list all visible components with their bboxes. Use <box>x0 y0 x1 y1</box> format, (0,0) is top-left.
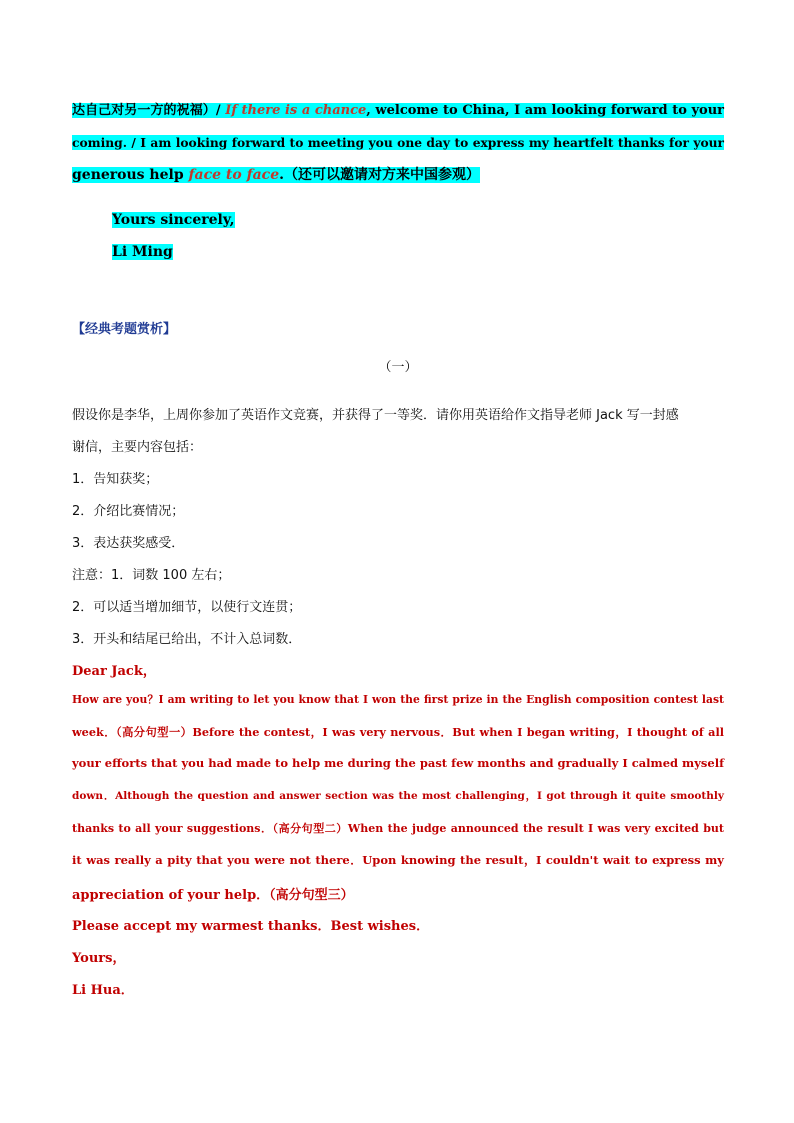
highlight-span: Yours sincerely, <box>112 212 235 228</box>
highlight-span: Li Ming <box>112 244 173 260</box>
letter-end-line-3 <box>72 164 724 186</box>
highlight-span <box>72 167 480 183</box>
highlight-span: coming. / I am looking forward to meeting you one day to express my heartfelt thanks for your <box>72 135 724 150</box>
sample-closing: Yours， <box>72 951 126 966</box>
text-run: .（还可以邀请对方来中国参观） <box>279 167 480 183</box>
letter-closing <box>112 209 235 231</box>
text-run: , welcome to China, I am looking forward to your <box>366 103 724 118</box>
text-run: 达自己对另一方的祝福）/ <box>72 103 226 118</box>
italic-phrase: If there is a chance <box>225 103 367 118</box>
sample-final-line: Please accept my warmest thanks．Best wishes． <box>72 919 430 934</box>
text-run: generous help <box>72 167 189 183</box>
italic-phrase: face to face <box>188 167 280 183</box>
letter-signature <box>112 241 173 263</box>
task-intro-line-2: 谢信，主要内容包括： <box>72 440 203 455</box>
sample-line: it was really a pity that you were not there．Upon knowing the result，I couldn't wait to express my <box>72 853 724 867</box>
task-item: 2．介绍比赛情况； <box>72 504 185 519</box>
letter-end-line-1 <box>72 100 724 122</box>
task-item: 1．告知获奖； <box>72 472 159 487</box>
sample-signature: Li Hua． <box>72 983 134 998</box>
task-note: 2．可以适当增加细节，以使行文连贯； <box>72 600 302 615</box>
highlight-span <box>72 103 724 118</box>
section-number: （一） <box>378 360 418 375</box>
sample-greeting: Dear Jack， <box>72 664 156 679</box>
task-item: 3．表达获奖感受． <box>72 536 185 551</box>
sample-line: down．Although the question and answer section was the most challenging，I got through it quite smoothly <box>72 790 724 802</box>
sample-line: How are you？I am writing to let you know that I won the first prize in the English composition contest last <box>72 693 724 706</box>
sample-line: thanks to all your suggestions．（高分句型二）When the judge announced the result I was very excited but <box>72 822 724 835</box>
sample-line: week．（高分句型一）Before the contest，I was very nervous．But when I began writing，I thought of all <box>72 725 724 739</box>
section-title: 【经典考题赏析】 <box>72 322 177 337</box>
sample-line: your efforts that you had made to help me during the past few months and gradually I calmed myself <box>72 756 725 770</box>
task-intro-line-1: 假设你是李华，上周你参加了英语作文竞赛，并获得了一等奖．请你用英语给作文指导老师 Jack 写一封感 <box>72 408 679 423</box>
task-note: 注意：1．词数 100 左右； <box>72 568 231 583</box>
letter-end-line-2 <box>72 132 724 154</box>
sample-line: appreciation of your help．（高分句型三） <box>72 888 354 903</box>
task-note: 3．开头和结尾已给出，不计入总词数． <box>72 632 302 647</box>
